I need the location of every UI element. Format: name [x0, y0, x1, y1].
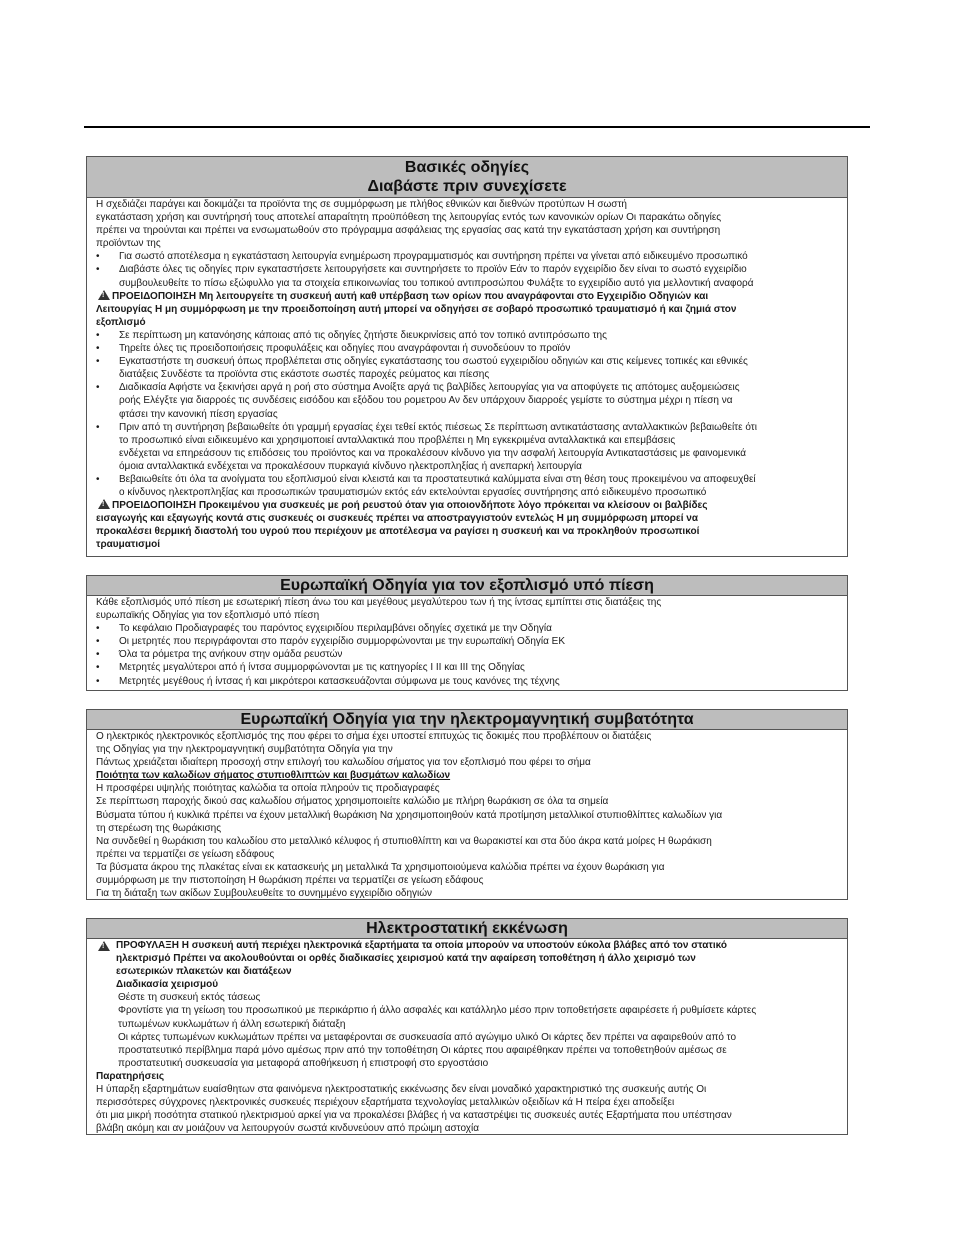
paragraph-line: πρέπει να τηρούνται και πρέπει να ενσωματωθούν στο πρόγραμμα ασφάλειας της εργασίας σας κατά την εγκατάσταση χρήση και συντήρηση: [96, 225, 721, 237]
list-item: • Διαδικασία Αφήστε να ξεκινήσει αργά η ροή στο σύστημα Ανοίξτε αργά τις βαλβίδες λειτουργίας για να αποφύγετε τις απότομες αυξομειώσεις: [96, 382, 740, 394]
paragraph-line: τη στερέωση της θωράκισης: [96, 822, 222, 834]
section-electrostatic-discharge: [86, 918, 848, 1135]
section-body: [87, 939, 847, 1136]
bullet-icon: •: [96, 649, 100, 661]
warning-line: εξοπλισμό: [96, 316, 146, 328]
list-item: • Οι μετρητές που περιγράφονται στο παρόν εγχειρίδιο συμμορφώνονται με την ευρωπαϊκή Οδηγία ΕΚ: [96, 636, 566, 648]
caution-line: εσωτερικών πλακετών και διατάξεων: [116, 966, 292, 978]
paragraph-line: Ο ηλεκτρικός ηλεκτρονικός εξοπλισμός της που φέρει το σήμα έχει υποστεί επιτυχώς τις δοκιμές που προβλέπουν οι διατάξεις: [96, 731, 652, 742]
section-header: [87, 710, 847, 730]
list-item: • Εγκαταστήστε τη συσκευή όπως προβλέπεται στις οδηγίες εγκατάστασης του σωστού εγχειριδίου οδηγιών και στις κείμενες τοπικές και εθνικές: [96, 356, 748, 368]
list-item-continuation: διατάξεις Συνδέστε τα προϊόντα στις εκάστοτε σωστές παροχές ρεύματος και πίεσης: [119, 369, 490, 381]
top-rule: [84, 126, 870, 128]
list-item: • Μετρητές μεγέθους ή ίντσας ή και μικρότεροι κατασκευάζονται σύμφωνα με τους κανόνες της τέχνης: [96, 675, 560, 687]
paragraph-line: της Οδηγίας για την ηλεκτρομαγνητική συμβατότητα Οδηγία για την: [96, 744, 393, 756]
bullet-icon: •: [96, 343, 100, 355]
paragraph-line: περισσότερες σύγχρονες ηλεκτρονικές συσκευές περιέχουν εξαρτήματα τεχνολογίας μεταλλικών οξειδίων κά Η πείρα έχει αποδείξει: [96, 1097, 675, 1109]
list-item-continuation: ο κίνδυνος ηλεκτροπληξίας και προσωπικών τραυματισμών εκτός εάν εκτελούνται εργασίες συντήρησης από ειδικευμένο προσωπικό: [119, 487, 707, 499]
section-body: [87, 730, 847, 901]
list-item-continuation: συμβουλευθείτε το πίσω εξώφυλλο για τα στοιχεία επικοινωνίας του τοπικού αντιπροσώπου Φυλάξτε το εγχειρίδιο αυτό για μελλοντική αναφορά: [119, 277, 754, 289]
paragraph-line: συμμόρφωση με την πιστοποίηση Η θωράκιση πρέπει να τερματίζει σε γείωση εδάφους: [96, 875, 484, 887]
list-item: • Διαβάστε όλες τις οδηγίες πριν εγκαταστήσετε λειτουργήσετε και συντηρήσετε το προϊόν Εάν το παρόν εγχειρίδιο δεν είναι το σωστό εγχειρίδιο: [96, 264, 747, 276]
bullet-icon: •: [96, 662, 100, 674]
bullet-icon: •: [96, 473, 100, 485]
section-header: [87, 919, 847, 939]
procedure-step: τυπωμένων κυκλωμάτων ή άλλη εσωτερική διάταξη: [118, 1018, 346, 1030]
procedure-step: προστατευτικό περίβλημα παρά μόνο αμέσως πριν από την τοποθέτηση Οι κάρτες που αφαιρέθηκαν πρέπει να τοποθετηθούν αμέσως σε: [118, 1044, 727, 1056]
list-item-continuation: το προσωπικό είναι ειδικευμένο και χρησιμοποιεί ανταλλακτικά που προβλέπει η Μη εγκεκριμένα ανταλλακτικά και επεμβάσεις: [119, 434, 676, 446]
section-title: Βασικές οδηγίες: [404, 159, 530, 176]
section-body: [87, 596, 847, 689]
procedure-step: προστατευτική συσκευασία για μεταφορά αποθήκευση ή επιστροφή στο εργοστάσιο: [118, 1057, 489, 1069]
paragraph-line: Βύσματα τύπου ή κυκλικά πρέπει να έχουν μεταλλική θωράκιση Να χρησιμοποιηθούν κατά προτίμηση μεταλλικοί στυπιοθλίπτες καλωδίων για: [96, 809, 723, 821]
list-item-continuation: φτάσει την κανονική πίεση εργασίας: [119, 408, 278, 420]
list-item: • Βεβαιωθείτε ότι όλα τα ανοίγματα του εξοπλισμού είναι κλειστά και τα προστατευτικά καλύμματα είναι στη θέση τους προκειμένου να αποφευχθεί: [96, 473, 756, 485]
bullet-icon: •: [96, 421, 100, 433]
procedure-step: Φροντίστε για τη γείωση του προσωπικού με περικάρπιο ή άλλο ασφαλές και κατάλληλο μέσο πριν τοποθετήσετε αφαιρέσετε ή ρυθμίσετε κάρτες: [118, 1005, 757, 1017]
procedure-heading: Διαδικασία χειρισμού: [116, 979, 219, 991]
section-basic-instructions: [86, 156, 848, 557]
paragraph-line: εγκατάσταση χρήση και συντήρησή τους αποτελεί απαραίτητη προϋπόθεση της λειτουργίας εντός των κανονικών ορίων Οι παρακάτω οδηγίες: [96, 212, 722, 224]
list-item: • Για σωστό αποτέλεσμα η εγκατάσταση λειτουργία ενημέρωση προγραμματισμός και συντήρηση πρέπει να γίνεται από ειδικευμένο προσωπικό: [96, 251, 748, 263]
bullet-icon: •: [96, 636, 100, 648]
list-item: • Πριν από τη συντήρηση βεβαιωθείτε ότι γραμμή εργασίας έχει τεθεί εκτός πιέσεως Σε περίπτωση αντικατάστασης ανταλλακτικών βεβαιωθείτε ότι: [96, 421, 757, 433]
section-title: Ευρωπαϊκή Οδηγία για την ηλεκτρομαγνητική συμβατότητα: [240, 711, 694, 728]
list-item: • Μετρητές μεγαλύτεροι από ή ίντσα συμμορφώνονται με τις κατηγορίες I II και III της Οδηγίας: [96, 662, 525, 674]
paragraph-line: Να συνδεθεί η θωράκιση του καλωδίου στο μεταλλικό κέλυφος ή στυπιοθλίπτη και να θωρακιστεί και στα δύο άκρα κατά μοίρες Η θωράκιση: [96, 835, 712, 847]
section-body: [87, 198, 847, 553]
section-header: [87, 157, 847, 198]
paragraph-line: Τα βύσματα άκρου της πλακέτας είναι εκ κατασκευής μη μεταλλικά Τα χρησιμοποιούμενα καλώδια πρέπει να έχουν θωράκιση για: [96, 861, 665, 873]
warning-line: προκαλέσει θερμική διαστολή του υγρού που περιέχουν με αποτέλεσμα να ραγίσει η συσκευή και να προκληθούν προσωπικοί: [96, 526, 700, 538]
warning-line: !ΠΡΟΕΙΔΟΠΟΙΗΣΗ Μη λειτουργείτε τη συσκευή αυτή καθ υπέρβαση των ορίων που αναγράφονται στο Εγχειρίδιο Οδηγιών και: [96, 290, 845, 303]
section-title: Ευρωπαϊκή Οδηγία για τον εξοπλισμό υπό πίεση: [280, 577, 654, 594]
list-item-continuation: ροής Ελέγξτε για διαρροές τις συνδέσεις εισόδου και εξόδου του ρομετρου Αν δεν υπάρχουν διαρροές γεμίστε το σύστημα μέχρι η πίεση να: [119, 395, 733, 407]
warning-icon: [98, 499, 110, 509]
warning-icon: [98, 290, 110, 300]
paragraph-line: Σε περίπτωση παροχής δικού σας καλωδίου σήματος χρησιμοποιείτε καλώδιο με πλήρη θωράκιση σε όλα τα σημεία: [96, 796, 609, 808]
list-item: • Το κεφάλαιο Προδιαγραφές του παρόντος εγχειριδίου περιλαμβάνει οδηγίες σχετικά με την Οδηγία: [96, 623, 552, 635]
list-item: • Τηρείτε όλες τις προειδοποιήσεις προφυλάξεις και οδηγίες που αναγράφονται ή συνοδεύουν το προϊόν: [96, 343, 571, 355]
subheading: Ποιότητα των καλωδίων σήματος στυπιοθλιπτών και βυσμάτων καλωδίων: [96, 770, 451, 782]
caution-icon: [98, 941, 110, 951]
paragraph-line: πρέπει να τερματίζει σε γείωση εδάφους: [96, 848, 275, 860]
bullet-icon: •: [96, 675, 100, 687]
bullet-icon: •: [96, 329, 100, 341]
paragraph-line: προϊόντων της: [96, 238, 161, 250]
bullet-icon: •: [96, 264, 100, 276]
caution-line: ! ΠΡΟΦΥΛΑΞΗ Η συσκευή αυτή περιέχει ηλεκτρονικά εξαρτήματα τα οποία μπορούν να υποστούν εύκολα βλάβες από τον στατικό: [96, 939, 845, 952]
paragraph-line: Για τη διάταξη των ακίδων Συμβουλευθείτε το συνημμένο εγχειρίδιο οδηγιών: [96, 888, 433, 900]
bullet-icon: •: [96, 356, 100, 368]
warning-line: τραυματισμοί: [96, 539, 160, 551]
paragraph-line: ότι μια μικρή ποσότητα στατικού ηλεκτρισμού αρκεί για να προκαλέσει βλάβες ή να καταστρέψει τις συσκευές αυτές Εξαρτήματα που υπέστησαν: [96, 1110, 732, 1122]
list-item-continuation: ενδέχεται να επηρεάσουν τις επιδόσεις του προϊόντος και να προκαλέσουν κίνδυνο για την ασφαλή λειτουργία Αντικαταστάσεις με φαινομενικά: [119, 447, 747, 459]
list-item: • Σε περίπτωση μη κατανόησης κάποιας από τις οδηγίες ζητήστε διευκρινίσεις από τον τοπικό αντιπρόσωπο της: [96, 329, 607, 341]
section-header: [87, 576, 847, 596]
paragraph-line: Η σχεδιάζει παράγει και δοκιμάζει τα προϊόντα της σε συμμόρφωση με πλήθος εθνικών και διεθνών προτύπων Η σωστή: [96, 199, 627, 210]
paragraph-line: Η ύπαρξη εξαρτημάτων ευαίσθητων στα φαινόμενα ηλεκτροστατικής εκκένωσης δεν είναι μοναδικό χαρακτηριστικό της συσκευής αυτής Οι: [96, 1084, 707, 1096]
bullet-icon: •: [96, 251, 100, 263]
section-title: Ηλεκτροστατική εκκένωση: [366, 920, 568, 937]
warning-line: !ΠΡΟΕΙΔΟΠΟΙΗΣΗ Προκειμένου για συσκευές με ροή ρευστού όταν για οποιονδήποτε λόγο πρόκειται να κλείσουν οι βαλβίδες: [96, 499, 845, 512]
list-item: • Όλα τα ρόμετρα της ανήκουν στην ομάδα ρευστών: [96, 649, 343, 661]
section-pressure-equipment-directive: [86, 575, 848, 691]
notes-heading: Παρατηρήσεις: [96, 1070, 165, 1082]
paragraph-line: Η προσφέρει υψηλής ποιότητας καλώδια τα οποία πληρούν τις προδιαγραφές: [96, 783, 440, 795]
procedure-step: Θέστε τη συσκευή εκτός τάσεως: [118, 992, 261, 1004]
paragraph-line: ευρωπαϊκής Οδηγίας για τον εξοπλισμό υπό πίεση: [96, 610, 320, 622]
paragraph-line: Κάθε εξοπλισμός υπό πίεση με εσωτερική πίεση άνω του και μεγέθους μεγαλύτερου των ή της ίντσας εμπίπτει στις διατάξεις της: [96, 597, 662, 608]
warning-line: εισαγωγής και εξαγωγής κοντά στις συσκευές οι συσκευές πρέπει να αποστραγγιστούν εντελώς Η μη συμμόρφωση μπορεί να: [96, 513, 698, 525]
paragraph-line: Πάντως χρειάζεται ιδιαίτερη προσοχή στην επιλογή του καλωδίου σήματος για τον εξοπλισμό που φέρει το σήμα: [96, 757, 591, 769]
caution-line: ηλεκτρισμό Πρέπει να ακολουθούνται οι ορθές διαδικασίες χειρισμού κατά την αφαίρεση τοποθέτηση ή άλλο χειρισμό των: [116, 953, 696, 965]
warning-line: Λειτουργίας Η μη συμμόρφωση με την προειδοποίηση αυτή μπορεί να οδηγήσει σε σοβαρό προσωπικό τραυματισμό ή και ζημιά στον: [96, 303, 737, 315]
bullet-icon: •: [96, 382, 100, 394]
section-subtitle: Διαβάστε πριν συνεχίσετε: [367, 178, 567, 195]
bullet-icon: •: [96, 623, 100, 635]
section-emc-directive: [86, 709, 848, 900]
procedure-step: Οι κάρτες τυπωμένων κυκλωμάτων πρέπει να μεταφέρονται σε συσκευασία από αγώγιμο υλικό Οι κάρτες δεν πρέπει να αφαιρεθούν από το: [118, 1031, 737, 1043]
list-item-continuation: όμοια ανταλλακτικά ενδέχεται να προκαλέσουν πυρκαγιά κίνδυνο ηλεκτροπληξίας ή ανεπαρκή λειτουργία: [119, 460, 582, 472]
paragraph-line: βλάβη ακόμη και αν μοιάζουν να λειτουργούν σωστά κινδυνεύουν από πρώιμη αστοχία: [96, 1123, 480, 1135]
